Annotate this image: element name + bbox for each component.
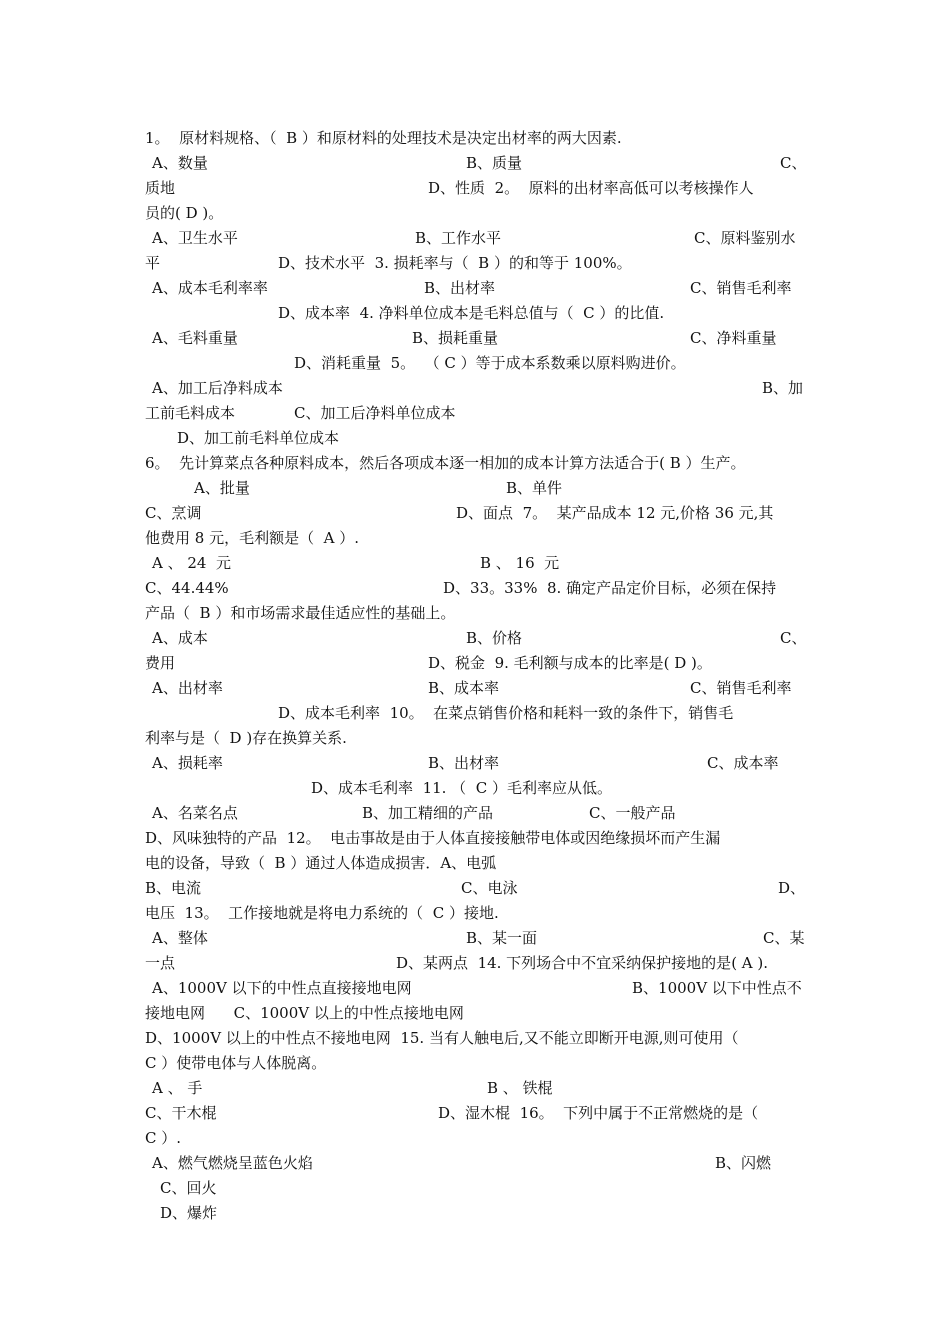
text-line: C、销售毛利率 — [690, 679, 792, 697]
text-line: 一点 — [145, 954, 176, 972]
text-line: D、某两点 14. 下列场合中不宜采纳保护接地的是( A ). — [396, 954, 769, 972]
text-line: A、毛料重量 — [152, 329, 238, 347]
text-line: B、加 — [762, 379, 804, 397]
text-line: C ）. — [145, 1129, 182, 1147]
text-line: C、加工后净料单位成本 — [294, 404, 456, 422]
text-line: B、出材率 — [424, 279, 496, 297]
text-line: B、单件 — [506, 479, 563, 497]
text-line: A、数量 — [152, 154, 208, 172]
text-line: B、价格 — [466, 629, 523, 647]
text-line: B、损耗重量 — [412, 329, 499, 347]
text-line: D、 — [778, 879, 806, 897]
text-line: B 、 铁棍 — [487, 1079, 553, 1097]
text-line: C ）使带电体与人体脱离。 — [145, 1054, 327, 1072]
text-line: 接地电网 C、1000V 以上的中性点接地电网 — [145, 1004, 464, 1022]
text-line: B、质量 — [466, 154, 523, 172]
text-line: A、名菜名点 — [152, 804, 238, 822]
text-line: 费用 — [145, 654, 176, 672]
text-line: C、成本率 — [707, 754, 779, 772]
text-line: 员的( D )。 — [145, 204, 224, 222]
text-line: A、燃气燃烧呈蓝色火焰 — [152, 1154, 313, 1172]
text-line: D、湿木棍 16。 下列中属于不正常燃烧的是（ — [438, 1104, 759, 1122]
text-line: C、回火 — [160, 1179, 217, 1197]
text-line: 平 — [145, 254, 161, 272]
text-line: A、卫生水平 — [152, 229, 238, 247]
text-line: C、 — [780, 629, 807, 647]
text-line: D、消耗重量 5。 （ C ）等于成本系数乘以原料购进价。 — [294, 354, 686, 372]
text-line: B、成本率 — [428, 679, 500, 697]
text-line: A、成本毛利率率 — [152, 279, 268, 297]
text-line: D、技术水平 3. 损耗率与（ B ）的和等于 100%。 — [278, 254, 632, 272]
text-line: A 、 手 — [152, 1079, 203, 1097]
text-line: 6。 先计算菜点各种原料成本，然后各项成本逐一相加的成本计算方法适合于( B ）生产。 — [145, 454, 746, 472]
text-line: B、1000V 以下中性点不 — [632, 979, 802, 997]
text-line: B、电流 — [145, 879, 202, 897]
text-line: 工前毛料成本 — [145, 404, 236, 422]
text-line: 产品（ B ）和市场需求最佳适应性的基础上。 — [145, 604, 456, 622]
text-line: B、出材率 — [428, 754, 500, 772]
text-line: C、干木棍 — [145, 1104, 217, 1122]
text-line: C、 — [780, 154, 807, 172]
text-line: C、一般产品 — [589, 804, 676, 822]
text-line: 他费用 8 元，毛利额是（ A ）. — [145, 529, 359, 547]
text-line: D、性质 2。 原料的出材率高低可以考核操作人 — [428, 179, 754, 197]
text-line: D、33。33% 8. 确定产品定价目标，必须在保持 — [443, 579, 777, 597]
text-line: A、出材率 — [152, 679, 223, 697]
text-line: B、工作水平 — [415, 229, 502, 247]
text-line: D、成本毛利率 10。 在菜点销售价格和耗料一致的条件下，销售毛 — [278, 704, 734, 722]
text-line: C、销售毛利率 — [690, 279, 792, 297]
text-line: A、成本 — [152, 629, 208, 647]
text-line: C、原料鉴别水 — [694, 229, 796, 247]
text-line: D、爆炸 — [160, 1204, 218, 1222]
text-line: C、电泳 — [461, 879, 518, 897]
text-line: 电的设备，导致（ B ）通过人体造成损害．A、电弧 — [145, 854, 497, 872]
text-line: B、某一面 — [466, 929, 538, 947]
text-line: 质地 — [145, 179, 176, 197]
text-line: A、批量 — [194, 479, 250, 497]
text-line: A、加工后净料成本 — [152, 379, 283, 397]
text-line: D、面点 7。 某产品成本 12 元,价格 36 元,其 — [456, 504, 774, 522]
text-line: 电压 13。 工作接地就是将电力系统的（ C ）接地. — [145, 904, 499, 922]
text-line: D、成本毛利率 11. （ C ）毛利率应从低。 — [311, 779, 612, 797]
text-line: C、烹调 — [145, 504, 202, 522]
text-line: B 、 16 元 — [480, 554, 560, 572]
text-line: C、某 — [763, 929, 805, 947]
text-line: C、净料重量 — [690, 329, 777, 347]
text-line: D、成本率 4. 净料单位成本是毛料总值与（ C ）的比值. — [278, 304, 665, 322]
text-line: 1。 原材料规格、（ B ）和原材料的处理技术是决定出材率的两大因素. — [145, 129, 622, 147]
text-line: A、整体 — [152, 929, 208, 947]
text-line: B、闪燃 — [715, 1154, 772, 1172]
text-line: D、风味独特的产品 12。 电击事故是由于人体直接接触带电体或因绝缘损坏而产生漏 — [145, 829, 721, 847]
text-line: A 、 24 元 — [152, 554, 231, 572]
text-line: A、损耗率 — [152, 754, 223, 772]
text-line: A、1000V 以下的中性点直接接地电网 — [152, 979, 412, 997]
text-line: C、44.44% — [145, 579, 229, 597]
text-line: D、1000V 以上的中性点不接地电网 15. 当有人触电后,又不能立即断开电源,则可使用（ — [145, 1029, 739, 1047]
text-line: D、加工前毛料单位成本 — [177, 429, 340, 447]
text-line: D、税金 9. 毛利额与成本的比率是( D )。 — [428, 654, 712, 672]
text-line: B、加工精细的产品 — [362, 804, 494, 822]
text-line: 利率与是（ D )存在换算关系. — [145, 729, 347, 747]
